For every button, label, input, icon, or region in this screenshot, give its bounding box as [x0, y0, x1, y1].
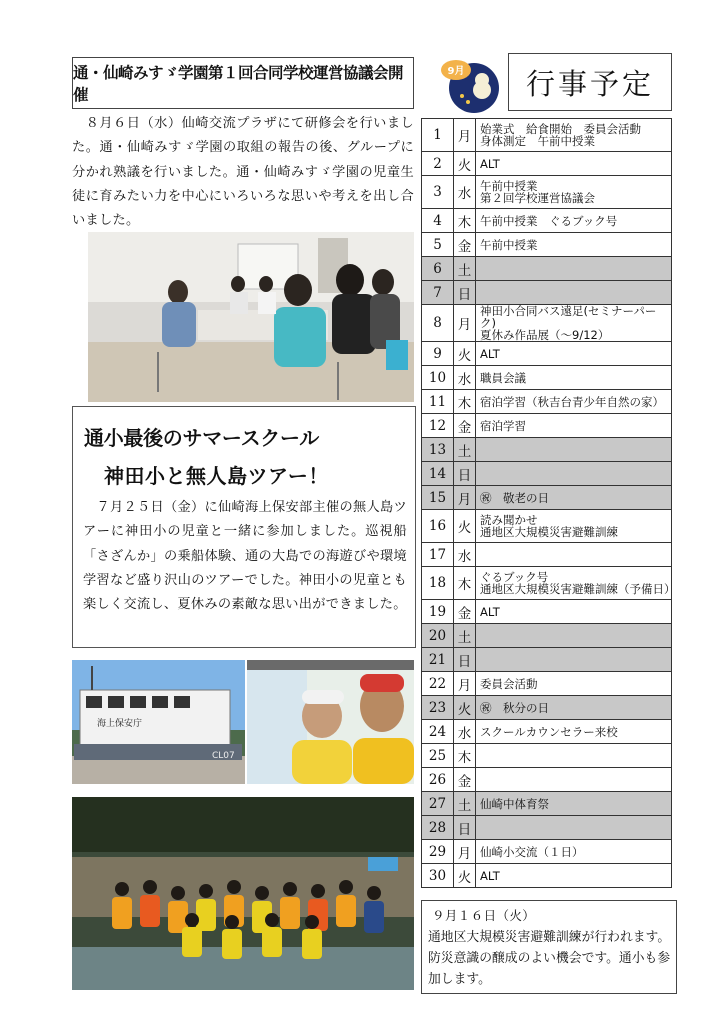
schedule-weekday: 木 — [454, 390, 476, 414]
schedule-row — [422, 624, 672, 648]
schedule-weekday: 金 — [454, 414, 476, 438]
schedule-row — [422, 305, 672, 342]
schedule-row — [422, 864, 672, 888]
schedule-day: 9 — [422, 342, 454, 366]
schedule-events — [476, 768, 672, 792]
schedule-row — [422, 816, 672, 840]
schedule-day: 25 — [422, 744, 454, 768]
schedule-weekday: 日 — [454, 816, 476, 840]
schedule-day: 13 — [422, 438, 454, 462]
schedule-row — [422, 840, 672, 864]
schedule-row — [422, 209, 672, 233]
schedule-events — [476, 567, 676, 600]
schedule-event: ぐるブック号 — [480, 570, 549, 584]
schedule-weekday: 月 — [454, 119, 476, 152]
schedule-event: 神田小合同バス遠足(セミナーパーク) — [480, 304, 657, 330]
schedule-day: 3 — [422, 176, 454, 209]
schedule-events — [476, 744, 672, 768]
schedule-event: 午前中授業 — [480, 179, 538, 193]
schedule-events — [476, 840, 672, 864]
schedule-weekday: 日 — [454, 462, 476, 486]
schedule-title: 行事予定 — [525, 66, 654, 101]
schedule-row — [422, 768, 672, 792]
schedule-events — [476, 720, 672, 744]
schedule-day: 18 — [422, 567, 454, 600]
schedule-day: 11 — [422, 390, 454, 414]
schedule-weekday: 月 — [454, 486, 476, 510]
schedule-day: 26 — [422, 768, 454, 792]
article1-body: ８月６日（水）仙崎交流プラザにて研修会を行いました。通・仙崎みすゞ学園の取組の報告の後、グループに分かれ熟議を行いました。通・仙崎みすゞ学園の児童生徒に育みたい力を中心にいろいろな思いや考えを出し合いました。 — [72, 116, 414, 229]
schedule-weekday: 日 — [454, 648, 476, 672]
schedule-events — [476, 305, 672, 342]
schedule-event: ㊗ 敬老の日 — [480, 490, 549, 505]
schedule-row — [422, 438, 672, 462]
schedule-event: 第２回学校運営協議会 — [480, 191, 595, 205]
schedule-event: ALT — [480, 604, 500, 619]
schedule-events — [476, 510, 672, 543]
schedule-row — [422, 510, 672, 543]
article2-title: 通小最後のサマースクール — [84, 426, 319, 450]
schedule-weekday: 金 — [454, 233, 476, 257]
schedule-weekday: 日 — [454, 281, 476, 305]
schedule-events — [476, 600, 672, 624]
schedule-day: 24 — [422, 720, 454, 744]
schedule-events — [476, 462, 672, 486]
schedule-weekday: 木 — [454, 567, 476, 600]
schedule-row — [422, 543, 672, 567]
schedule-day: 16 — [422, 510, 454, 543]
schedule-weekday: 水 — [454, 366, 476, 390]
schedule-events — [476, 209, 672, 233]
ship-photo — [72, 660, 245, 784]
schedule-event: 夏休み作品展（～9/12） — [480, 328, 610, 342]
schedule-weekday: 月 — [454, 672, 476, 696]
schedule-day: 21 — [422, 648, 454, 672]
article2-subtitle: 神田小と無人島ツアー！ — [104, 464, 329, 488]
schedule-day: 8 — [422, 305, 454, 342]
schedule-row — [422, 486, 672, 510]
schedule-events — [476, 624, 672, 648]
schedule-row — [422, 462, 672, 486]
schedule-day: 12 — [422, 414, 454, 438]
note-date: ９月１６日（火） — [432, 908, 536, 923]
schedule-event: ALT — [480, 156, 500, 171]
schedule-row — [422, 720, 672, 744]
schedule-events — [476, 438, 672, 462]
schedule-weekday: 土 — [454, 438, 476, 462]
schedule-weekday: 火 — [454, 696, 476, 720]
schedule-events — [476, 233, 672, 257]
schedule-day: 7 — [422, 281, 454, 305]
schedule-weekday: 金 — [454, 768, 476, 792]
schedule-events — [476, 119, 672, 152]
schedule-row — [422, 233, 672, 257]
schedule-day: 17 — [422, 543, 454, 567]
schedule-events — [476, 648, 672, 672]
schedule-events — [476, 176, 672, 209]
schedule-row — [422, 672, 672, 696]
schedule-events — [476, 257, 672, 281]
schedule-event: 通地区大規模災害避難訓練（予備日） — [480, 582, 676, 596]
schedule-weekday: 木 — [454, 209, 476, 233]
schedule-events — [476, 414, 672, 438]
schedule-events — [476, 864, 672, 888]
month-badge-label: 9月 — [447, 66, 465, 77]
schedule-event: ALT — [480, 346, 500, 361]
schedule-day: 20 — [422, 624, 454, 648]
note-body: 通地区大規模災害避難訓練が行われます。防災意識の醸成のよい機会です。通小も参加します。 — [428, 930, 671, 987]
schedule-day: 1 — [422, 119, 454, 152]
schedule-day: 2 — [422, 152, 454, 176]
schedule-row — [422, 342, 672, 366]
schedule-event: 委員会活動 — [480, 676, 538, 691]
schedule-day: 15 — [422, 486, 454, 510]
schedule-events — [476, 696, 672, 720]
schedule-event: 始業式 給食開始 委員会活動 — [480, 122, 641, 136]
schedule-title-box — [508, 53, 672, 111]
ship-number: CL07 — [212, 751, 235, 761]
schedule-day: 19 — [422, 600, 454, 624]
schedule-weekday: 土 — [454, 792, 476, 816]
schedule-day: 28 — [422, 816, 454, 840]
schedule-events — [476, 543, 672, 567]
schedule-weekday: 土 — [454, 257, 476, 281]
schedule-event: ALT — [480, 868, 500, 883]
schedule-row — [422, 152, 672, 176]
schedule-day: 30 — [422, 864, 454, 888]
schedule-event: 仙崎中体育祭 — [480, 796, 549, 811]
schedule-event: 宿泊学習（秋吉台青少年自然の家） — [480, 394, 664, 409]
schedule-event: 読み聞かせ — [480, 513, 538, 527]
schedule-day: 27 — [422, 792, 454, 816]
schedule-weekday: 金 — [454, 600, 476, 624]
article1-title-box — [72, 57, 414, 109]
schedule-events — [476, 792, 672, 816]
schedule-row — [422, 119, 672, 152]
boat-children-photo — [247, 660, 414, 784]
schedule-event: 仙崎小交流（１日） — [480, 844, 584, 859]
schedule-row — [422, 567, 672, 600]
schedule-weekday: 木 — [454, 744, 476, 768]
schedule-weekday: 火 — [454, 342, 476, 366]
schedule-event: 身体測定 午前中授業 — [480, 134, 595, 148]
article1-title: 通・仙崎みすゞ学園第１回合同学校運営協議会開催 — [73, 64, 404, 104]
schedule-weekday: 水 — [454, 543, 476, 567]
schedule-event: 通地区大規模災害避難訓練 — [480, 525, 618, 539]
schedule-event: ㊗ 秋分の日 — [480, 700, 549, 715]
schedule-row — [422, 600, 672, 624]
schedule-weekday: 火 — [454, 864, 476, 888]
schedule-row — [422, 390, 672, 414]
schedule-day: 4 — [422, 209, 454, 233]
schedule-row — [422, 257, 672, 281]
month-badge — [440, 56, 502, 114]
schedule-day: 29 — [422, 840, 454, 864]
schedule-table — [421, 118, 676, 888]
schedule-events — [476, 342, 672, 366]
schedule-events — [476, 816, 672, 840]
schedule-day: 22 — [422, 672, 454, 696]
schedule-events — [476, 366, 672, 390]
schedule-event: スクールカウンセラー来校 — [480, 724, 618, 739]
meeting-photo — [88, 232, 414, 402]
schedule-event: 午前中授業 ぐるブック号 — [480, 213, 618, 228]
schedule-event: 職員会議 — [480, 370, 526, 385]
schedule-day: 23 — [422, 696, 454, 720]
schedule-events — [476, 672, 672, 696]
group-island-photo — [72, 797, 414, 990]
schedule-events — [476, 390, 672, 414]
schedule-events — [476, 281, 672, 305]
schedule-day: 10 — [422, 366, 454, 390]
ship-label: 海上保安庁 — [97, 719, 143, 729]
schedule-event: 宿泊学習 — [480, 418, 526, 433]
schedule-event: 午前中授業 — [480, 237, 538, 252]
schedule-row — [422, 281, 672, 305]
schedule-weekday: 月 — [454, 305, 476, 342]
schedule-weekday: 土 — [454, 624, 476, 648]
schedule-weekday: 火 — [454, 152, 476, 176]
schedule-row — [422, 744, 672, 768]
schedule-row — [422, 648, 672, 672]
schedule-day: 14 — [422, 462, 454, 486]
schedule-events — [476, 152, 672, 176]
schedule-day: 5 — [422, 233, 454, 257]
schedule-row — [422, 366, 672, 390]
schedule-weekday: 水 — [454, 720, 476, 744]
schedule-weekday: 火 — [454, 510, 476, 543]
schedule-row — [422, 414, 672, 438]
article2-body: ７月２５日（金）に仙崎海上保安部主催の無人島ツアーに神田小の児童と一緒に参加しました。巡視船「さざんか」の乗船体験、通の大島での海遊びや環境学習など盛り沢山のツアーでした。神田小の児童とも楽しく交流し、夏休みの素敵な思い出ができました。 — [83, 500, 407, 613]
schedule-row — [422, 792, 672, 816]
schedule-row — [422, 176, 672, 209]
schedule-row — [422, 696, 672, 720]
schedule-weekday: 水 — [454, 176, 476, 209]
schedule-events — [476, 486, 672, 510]
schedule-day: 6 — [422, 257, 454, 281]
schedule-weekday: 月 — [454, 840, 476, 864]
